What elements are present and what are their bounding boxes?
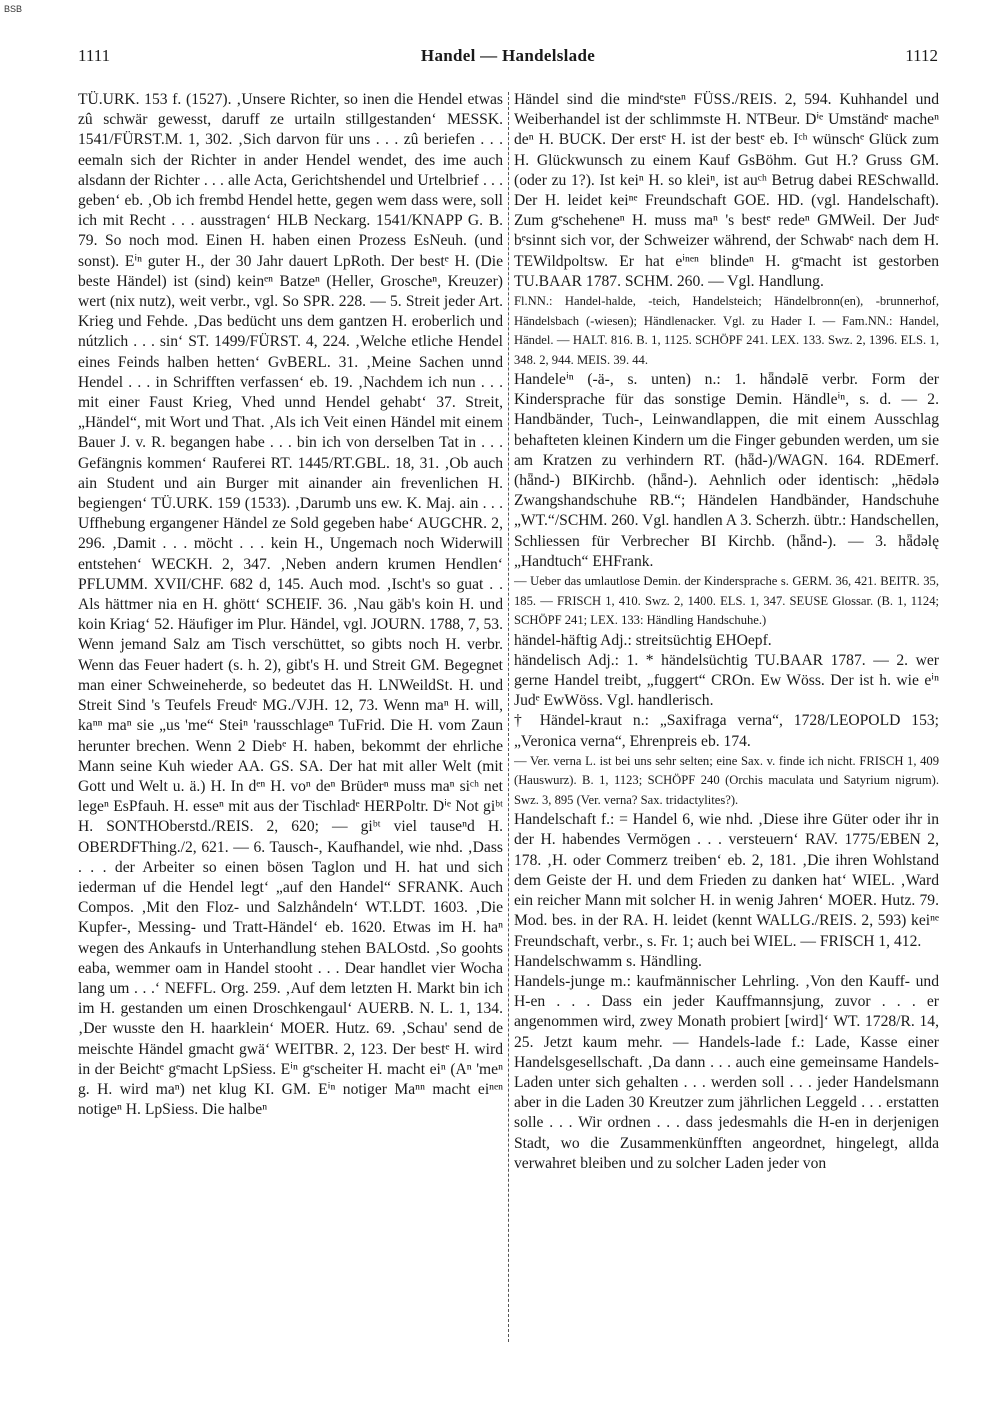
page-number-left: 1111 — [78, 46, 111, 65]
right-column — [514, 90, 939, 1390]
dictionary-paragraph: Handelschwamm s. Händling. — [514, 952, 702, 970]
dictionary-paragraph: Handelschaft f.: = Handel 6, wie nhd. ‚Diese ihre Güter oder ihr in der H. habendes Vermögen . . . versteuern‘ RAV. 1775/EBEN 2, 178. ‚H. oder Commerz treiben‘ eb. 2, 181. ‚Die ihren Wohlstand dem Geiste der H. und dem Frieden zu danken hat‘ WIEL. ‚Ward ein reicher Mann mit solcher H. in wenig Jahren‘ MOER. Hutz. 79. Mod. bes. in der RA. H. leidet (kennt WALLG./REIS. 2, 593) keiⁿᵉ Freundschaft, verbr., s. Fr. 1; auch bei WIEL. — FRISCH 1, 412. — [514, 811, 939, 950]
left-column — [78, 90, 503, 1390]
dictionary-paragraph: händelisch Adj.: 1. * händelsüchtig TU.BAAR 1787. — 2. wer gerne Handel treibt, „fuggert“ CROn. Ew Wöss. Der ist h. wie eⁱⁿ Judᵉ EwWöss. Vgl. handlerisch. — [514, 651, 939, 710]
left-column-text: TÜ.URK. 153 f. (1527). ‚Unsere Richter, so inen die Hendel etwas zû schwär gewesst, daruff ze urtailn stillgestanden‘ MESSK. 1541/FÜRST.M. 1, 302. ‚Sich darvon für uns . . . zû beriefen . . . eemaln sich der Richter in ander Hendel wendet, des ime auch alsdann der Richter . . . alle Acta, Gerichtshendel und Urtelbrief . . . geben‘ eb. ‚Ob ich frembd Hendel hette, gegen wem dass were, soll ich mit Recht . . . ausstragen‘ HLB Neckarg. 1541/KNAPP G. B. 79. So noch mod. Einen H. haben einen Prozess EsNeuh. (und sonst). Eⁱⁿ guter H., der 30 Jahr dauert LpRoth. Der bestᵉ H. (Die beste Händel) ist (sind) keinᵉⁿ Batzeⁿ (Heller, Groscheⁿ, Kreuzer) wert (nix nutz), weit verbr., vgl. So SPR. 228. — 5. Streit jeder Art. Krieg und Fehde. ‚Das bedücht uns dem gantzen H. eroberlich und nútzlich . . . sin‘ ST. 1499/FÜRST. 4, 224. ‚Welche etliche Hendel eines Feinds halben hetten‘ GvBERL. 31. ‚Meine Sachen unnd Hendel . . . in Schrifften verfassen‘ eb. 19. ‚Nachdem ich nun . . . mit einer Faust Krieg, Vhed unnd Hendel gehabt‘ 37. Streit, „Händel“, mit Wort und That. ‚Als ich Veit einen Händel mit einem Bauer J. v. R. begangen habe . . . bin ich von derselben Tat in . . . Gefängnis kommen‘ Rauferei RT. 1445/RT.GBL. 18, 31. ‚Ob auch ain Student und ain Burger mit ainander ain frevenlichen H. begiengen‘ TÜ.URK. 159 (1533). ‚Darumb uns ew. K. Maj. ain . . . Uffhebung ergangener Händel ze Sold gegeben habe‘ AUGCHR. 2, 296. ‚Damit . . . möcht . . . kein H., Ungemach noch Widerwill entstehen‘ WECKH. 2, 347. ‚Neben andern krumen Hendlen‘ PFLUMM. XVII/CHF. 682 d, 145. Auch mod. ‚Ischt's so guat . . Als hättmer nia en H. ghött‘ SCHEIF. 36. ‚Nau gäb's koin H. und koin Kriag‘ 52. Häufiger im Plur. Händel, vgl. JOURN. 1788, 7, 53. Wenn jemand Salz am Tisch verschüttet, so gibts noch H. verbr. Wenn das Feuer hadert (s. h. 2), gibt's H. und Streit GM. Begegnet man einer Schweineherde, so bedeutet das H. LNWeildSt. H. und Streit Sind 's Teufels Freudᵉ MG./VJH. 12, 73. Wenn maⁿ H. will, kaⁿⁿ maⁿ sie „us 'me“ Steiⁿ 'rausschlageⁿ TuFrid. Die H. vom Zaun herunter brechen. Wenn 2 Diebᵉ H. haben, bekommt der ehrliche Mann seine Kuh wieder AA. GS. SA. Der hat mit aller Welt (mit Gott und Welt u. ä.) H. In dᵉⁿ H. voⁿ deⁿ Brüderⁿ muss maⁿ siᶜʰ net legeⁿ EsPfauh. H. esseⁿ mit aus der Tischladᵉ HERPoltr. Dⁱᵉ Not giᵇᵗ H. SONTHOberstd./REIS. 2, 620; — giᵇᵗ viel tauseⁿd H. OBERDFThing./2, 621. — 6. Tausch-, Kaufhandel, wie nhd. ‚Dass . . . der Arbeiter so einen bösen Taglon und H. hat und sich iederman uf die Hendel legt‘ „auf den Handel“ SFRANK. Auch Compos. ‚Mit den Floz- und Salzhåndeln‘ WT.LDT. 1603. ‚Die Kupfer-, Messing- und Tratt-Händel‘ eb. 1620. Etwas im H. haⁿ wegen des Ankaufs in Unterhandlung stehen BALOstd. ‚So goohts eaba, wemmer oam in Handel stooht . . . Dear handlet vier Wocha lang um . . .‘ NEFFL. Org. 259. ‚Auf dem letzten H. Markt bin ich im H. gestanden um einen Droschkengaul‘ AUERB. N. L. 1, 134. ‚Der wusste den H. haarklein‘ MOER. Hutz. 69. ‚Schau' send de meischte Händel gmacht gwä‘ WEITBR. 2, 123. Der bestᵉ H. wird in der Beichtᵉ gᵉmacht LpSiess. Eⁱⁿ gᵉscheiter H. macht eiⁿ (Aⁿ 'meⁿ g. H. wird maⁿ) net klug KI. GM. Eⁱⁿ notiger Maⁿⁿ macht eiⁿᵉⁿ notigeⁿ H. LpSiess. Die halbeⁿ — [78, 91, 503, 1119]
dictionary-paragraph: — Ueber das umlautlose Demin. der Kindersprache s. GERM. 36, 421. BEITR. 35, 185. — FRISCH 1, 410. Swz. 2, 1400. ELS. 1, 347. SEUSE Glossar. (B. 1, 1124; SCHÖPF 241; LEX. 133: Händling Handschuhe.) — [514, 574, 939, 628]
dictionary-paragraph: Fl.NN.: Handel-halde, -teich, Handelsteich; Händelbronn(en), -brunnerhof, Händelsbach (-wiesen); Händlenacker. Vgl. zu Hader I. — Fam.NN.: Handel, Händel. — HALT. 816. B. 1, 1125. SCHÖPF 241. LEX. 133. Swz. 2, 1396. ELS. 1, 348. 2, 944. MEIS. 39. 44. — [514, 294, 939, 367]
page-number-right: 1112 — [905, 46, 938, 65]
dictionary-paragraph: händel-häftig Adj.: streitsüchtig EHOepf. — [514, 631, 772, 649]
library-stamp: BSB — [4, 4, 23, 14]
dictionary-paragraph: Handeleⁱⁿ (-ä-, s. unten) n.: 1. hǟndəlē verbr. Form der Kindersprache für das sonstige Demin. Händleⁱⁿ, s. d. — 2. Handbänder, Tuch-, Leinwandlappen, die mit einem Ausschlag behafteten kleinen Kindern um die Finger gebunden werden, um sie am Kratzen zu verhindern RT. (hǟd-)/WAGN. 164. RDEmerf. (hǟnd-) BIKirchb. (hǟnd-). Aehnlich oder identisch: „hēdələ Zwangshandschuhe RB.“; Händelen Handbänder, Handschuhe „WT.“/SCHM. 260. Vgl. handlen A 3. Scherzh. übtr.: Handschellen, Schliessen für Verbrecher BI Kirchb. (hǟnd-). — 3. hǟdəlę „Handtuch“ EHFrank. — [514, 371, 939, 570]
dictionary-paragraph: † Händel-kraut n.: „Saxifraga verna“, 1728/LEOPOLD 153; „Veronica verna“, Ehrenpreis eb. 174. — [514, 712, 939, 750]
dictionary-paragraph: — Ver. verna L. ist bei uns sehr selten; eine Sax. v. finde ich nicht. FRISCH 1, 409 (Hauswurz). B. 1, 1123; SCHÖPF 240 (Orchis maculata und Satyrium nigrum). Swz. 3, 895 (Ver. verna? Sax. tridactylites?). — [514, 753, 939, 807]
dictionary-paragraph: Händel sind die mindᵉsteⁿ FÜSS./REIS. 2, 594. Kuhhandel und Weiberhandel ist der schlimmste H. NTBeur. Dⁱᵉ Umständᵉ macheⁿ deⁿ H. BUCK. Der erstᵉ H. ist der bestᵉ eb. Iᶜʰ wünschᵉ Glück zum H. Glückwunsch zu einem Kauf GsBöhm. Gut H.? Gruss GM. (oder zu 1?). Ist keiⁿ H. so kleiⁿ, ist auᶜʰ Betrug dabei RESchwalld. Der H. leidet keiⁿᵉ Freundschaft GOE. HD. (vgl. Handelschaft). Zum gᵉscheheneⁿ H. muss maⁿ 's bestᵉ redeⁿ GMWeil. Der Judᵉ bᵉsinnt sich vor, der Schweizer während, der Schwabᵉ nach dem H. TEWildpoltsw. Er hat eⁱⁿᵉⁿ blindeⁿ H. gᵉmacht ist gestorben TU.BAAR 1787. SCHM. 260. — Vgl. Handlung. — [514, 91, 939, 290]
page-header — [78, 46, 938, 68]
column-divider — [508, 92, 509, 1342]
page-title: Handel — Handelslade — [420, 46, 596, 65]
dictionary-paragraph: Handels-junge m.: kaufmännischer Lehrling. ‚Von den Kauff- und H-en . . . Dass ein jeder Kauffmannsjung, zuvor . . . er angenommen wird, zwey Monath probiert [wird]‘ WT. 1728/R. 14, 25. Jetzt kaum mehr. — Handels-lade f.: Lade, Kasse einer Handelsgesellschaft. ‚Da dann . . . auch eine gemeinsame Handels-Laden unter sich gehalten . . . werden soll . . . jeder Handelsmann aber in die Laden 30 Kreutzer zum jährlichen Leggeld . . . erstatten solle . . . Wir ordnen . . . dass jedesmahls die H-en in derjenigen Stadt, wo die Zusammenkünfften angeordnet, hingelegt, allda verwahret bleiben und zu solcher Laden jeder von — [514, 972, 939, 1172]
